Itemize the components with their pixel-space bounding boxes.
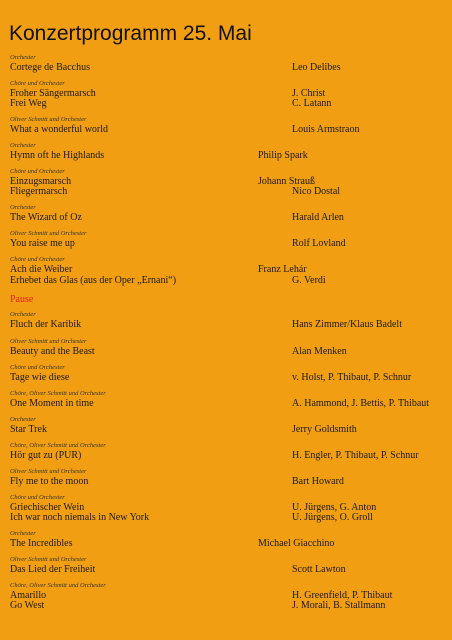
composer-name: J. Morali, B. Stallmann bbox=[292, 600, 386, 611]
program-item bbox=[10, 124, 452, 136]
performer-label: Chöre, Oliver Schmitt und Orchester bbox=[10, 390, 106, 397]
piece-title: Das Lied der Freiheit bbox=[10, 564, 96, 575]
performer-label: Oliver Schmitt und Orchester bbox=[10, 468, 87, 475]
program-item bbox=[10, 538, 452, 550]
piece-title: Frei Weg bbox=[10, 98, 47, 109]
piece-title: Einzugsmarsch bbox=[10, 176, 72, 187]
program-item bbox=[10, 564, 452, 576]
page-title: Konzertprogramm 25. Mai bbox=[9, 22, 252, 45]
program-item bbox=[10, 476, 452, 488]
performer-label: Chöre und Orchester bbox=[10, 80, 65, 87]
performer-label: Orchester bbox=[10, 311, 36, 318]
piece-title: Fly me to the moon bbox=[10, 476, 89, 487]
composer-name: G. Verdi bbox=[292, 275, 326, 286]
performer-label: Chöre, Oliver Schmitt und Orchester bbox=[10, 582, 106, 589]
performer-label: Chöre und Orchester bbox=[10, 168, 65, 175]
composer-name: Alan Menken bbox=[292, 346, 347, 357]
piece-title: Cortege de Bacchus bbox=[10, 62, 90, 73]
piece-title: Fliegermarsch bbox=[10, 186, 68, 197]
composer-name: Louis Armstraon bbox=[292, 124, 360, 135]
composer-name: Hans Zimmer/Klaus Badelt bbox=[292, 319, 402, 330]
performer-label: Oliver Schmitt und Orchester bbox=[10, 338, 87, 345]
piece-title: You raise me up bbox=[10, 238, 75, 249]
piece-title: Ach die Weiber bbox=[10, 264, 73, 275]
composer-name: Nico Dostal bbox=[292, 186, 341, 197]
composer-name: Philip Spark bbox=[258, 150, 308, 161]
performer-label: Orchester bbox=[10, 54, 36, 61]
program-item bbox=[10, 186, 452, 198]
composer-name: Jerry Goldsmith bbox=[292, 424, 357, 435]
composer-name: Franz Lehár bbox=[258, 264, 307, 275]
composer-name: A. Hammond, J. Bettis, P. Thibaut bbox=[292, 398, 430, 409]
composer-name: U. Jürgens, O. Groll bbox=[292, 512, 373, 523]
pause-label: Pause bbox=[10, 294, 34, 305]
composer-name: Leo Delibes bbox=[292, 62, 341, 73]
performer-label: Oliver Schmitt und Orchester bbox=[10, 556, 87, 563]
piece-title: The Incredibles bbox=[10, 538, 73, 549]
piece-title: Griechischer Wein bbox=[10, 502, 85, 513]
performer-label: Orchester bbox=[10, 530, 36, 537]
piece-title: Ich war noch niemals in New York bbox=[10, 512, 150, 523]
composer-name: J. Christ bbox=[292, 88, 326, 99]
program-item bbox=[10, 372, 452, 384]
piece-title: Froher Sängermarsch bbox=[10, 88, 96, 99]
composer-name: v. Holst, P. Thibaut, P. Schnur bbox=[292, 372, 412, 383]
composer-name: H. Engler, P. Thibaut, P. Schnur bbox=[292, 450, 419, 461]
performer-label: Chöre, Oliver Schmitt und Orchester bbox=[10, 442, 106, 449]
program-item bbox=[10, 62, 452, 74]
piece-title: Go West bbox=[10, 600, 45, 611]
performer-label: Oliver Schmitt und Orchester bbox=[10, 116, 87, 123]
program-item bbox=[10, 512, 452, 524]
program-item bbox=[10, 398, 452, 410]
program-item bbox=[10, 275, 452, 287]
performer-label: Orchester bbox=[10, 142, 36, 149]
composer-name: Johann Strauß bbox=[258, 176, 315, 187]
piece-title: The Wizard of Oz bbox=[10, 212, 82, 223]
program-item bbox=[10, 424, 452, 436]
piece-title: Tage wie diese bbox=[10, 372, 70, 383]
program-item bbox=[10, 212, 452, 224]
performer-label: Orchester bbox=[10, 204, 36, 211]
piece-title: Hör gut zu (PUR) bbox=[10, 450, 82, 461]
piece-title: Star Trek bbox=[10, 424, 47, 435]
piece-title: What a wonderful world bbox=[10, 124, 109, 135]
composer-name: H. Greenfield, P. Thibaut bbox=[292, 590, 393, 601]
program-item bbox=[10, 600, 452, 612]
piece-title: Erhebet das Glas (aus der Oper „Ernani“) bbox=[10, 275, 177, 286]
piece-title: Hymn oft he Highlands bbox=[10, 150, 105, 161]
piece-title: Fluch der Karibik bbox=[10, 319, 82, 330]
performer-label: Chöre und Orchester bbox=[10, 364, 65, 371]
composer-name: Rolf Lovland bbox=[292, 238, 346, 249]
piece-title: Beauty and the Beast bbox=[10, 346, 95, 357]
program-item bbox=[10, 238, 452, 250]
piece-title: Amarillo bbox=[10, 590, 47, 601]
program-item bbox=[10, 450, 452, 462]
composer-name: U. Jürgens, G. Anton bbox=[292, 502, 377, 513]
composer-name: C. Latann bbox=[292, 98, 332, 109]
program-item bbox=[10, 346, 452, 358]
composer-name: Bart Howard bbox=[292, 476, 344, 487]
program-item bbox=[10, 150, 452, 162]
composer-name: Michael Giacchino bbox=[258, 538, 335, 549]
performer-label: Chöre und Orchester bbox=[10, 256, 65, 263]
performer-label: Orchester bbox=[10, 416, 36, 423]
composer-name: Scott Lawton bbox=[292, 564, 346, 575]
performer-label: Chöre und Orchester bbox=[10, 494, 65, 501]
performer-label: Oliver Schmitt und Orchester bbox=[10, 230, 87, 237]
program-item bbox=[10, 98, 452, 110]
piece-title: One Moment in time bbox=[10, 398, 94, 409]
program-item bbox=[10, 319, 452, 331]
composer-name: Harald Arlen bbox=[292, 212, 344, 223]
